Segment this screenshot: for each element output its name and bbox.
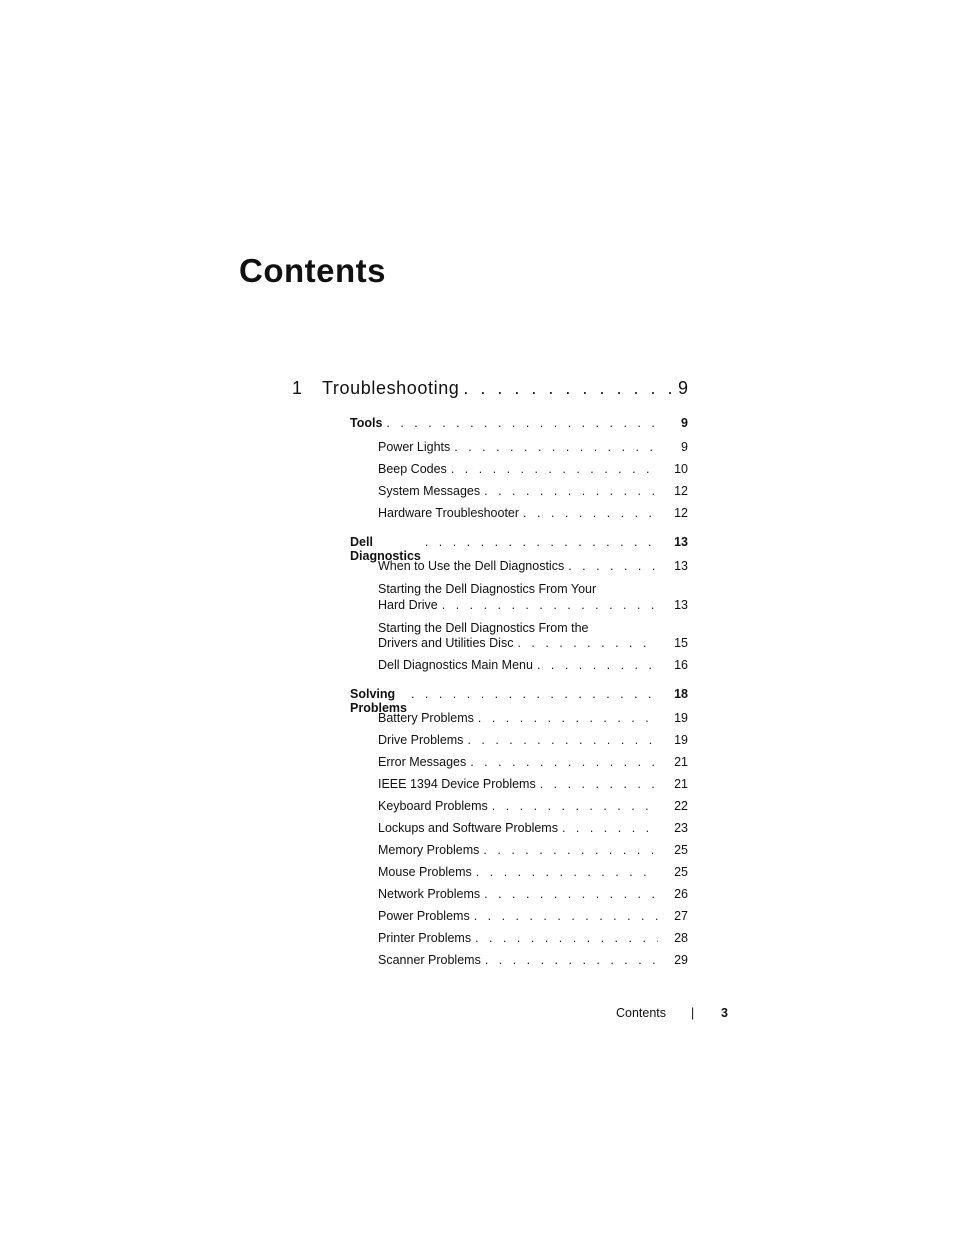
dot-leader [454,440,658,454]
entry-page-number: 12 [674,505,688,520]
entry-label: Hard Drive [378,597,438,612]
entry-label: Mouse Problems [378,864,472,879]
section-heading[interactable] [350,534,688,563]
dot-leader [492,799,658,813]
toc-entry[interactable] [378,559,688,576]
section-title: Solving Problems [350,687,407,716]
toc-entry[interactable] [378,658,688,675]
chapter-page-number: 9 [677,378,688,398]
entry-label: IEEE 1394 Device Problems [378,777,536,792]
entry-label: Keyboard Problems [378,799,488,814]
dot-leader [442,598,658,612]
toc-entry[interactable] [378,777,688,794]
dot-leader [476,865,658,879]
entry-page-number: 23 [674,821,688,836]
entry-list [378,440,688,523]
section-page-number: 9 [681,416,688,430]
entry-label: Hardware Troubleshooter [378,505,520,520]
dot-leader [540,777,658,791]
entry-label-line-1: Starting the Dell Diagnostics From the [378,620,589,635]
entry-label: Network Problems [378,886,481,901]
footer-separator: | [691,1006,695,1020]
section-list [350,416,688,970]
toc-entry[interactable] [378,711,688,728]
page-title: Contents [239,252,386,289]
entry-label: System Messages [378,483,481,498]
dot-leader [475,931,658,945]
entry-page-number: 9 [681,440,688,454]
toc-entry[interactable] [378,953,688,970]
dot-leader [463,378,672,399]
entry-page-number: 15 [674,636,688,651]
dot-leader [517,636,658,650]
chapter-title: Troubleshooting [322,378,460,398]
entry-page-number: 21 [674,755,688,770]
entry-label: Drive Problems [378,733,464,748]
entry-page-number: 13 [674,597,688,612]
entry-label: Beep Codes [378,461,447,476]
dot-leader [537,658,658,672]
toc-entry[interactable] [378,620,688,654]
dot-leader [467,733,658,747]
table-of-contents [292,378,688,982]
toc-entry[interactable] [378,462,688,479]
toc-entry[interactable] [378,484,688,501]
entry-page-number: 21 [674,777,688,792]
section-title: Dell Diagnostics [350,534,421,563]
entry-page-number: 22 [674,799,688,814]
entry-page-number: 26 [674,886,688,901]
entry-page-number: 19 [674,733,688,748]
toc-entry[interactable] [378,581,688,615]
entry-page-number: 25 [674,864,688,879]
dot-leader [523,506,658,520]
footer-label: Contents [616,1006,667,1020]
toc-entry[interactable] [378,909,688,926]
chapter-entry[interactable] [292,378,688,406]
entry-label: Drivers and Utilities Disc [378,636,514,651]
dot-leader [470,755,658,769]
toc-entry[interactable] [378,799,688,816]
entry-page-number: 12 [674,483,688,498]
dot-leader [411,687,660,701]
entry-label: Printer Problems [378,930,472,945]
entry-page-number: 27 [674,908,688,923]
toc-entry[interactable] [378,865,688,882]
entry-label: When to Use the Dell Diagnostics [378,558,565,573]
section-heading[interactable] [350,416,688,438]
entry-page-number: 19 [674,711,688,726]
entry-page-number: 10 [674,461,688,476]
toc-section [350,687,688,970]
toc-entry[interactable] [378,887,688,904]
toc-entry[interactable] [378,843,688,860]
dot-leader [484,887,658,901]
entry-page-number: 28 [674,930,688,945]
entry-label: Power Lights [378,440,451,454]
entry-page-number: 13 [674,558,688,573]
entry-page-number: 16 [674,658,688,673]
dot-leader [485,953,658,967]
entry-label-line-1: Starting the Dell Diagnostics From Your [378,581,597,596]
entry-label: Power Problems [378,908,470,923]
toc-entry[interactable] [378,733,688,750]
entry-label: Battery Problems [378,711,474,726]
toc-entry[interactable] [378,440,688,457]
dot-leader [478,711,658,725]
toc-entry[interactable] [378,506,688,523]
entry-label: Scanner Problems [378,952,481,967]
toc-entry[interactable] [378,931,688,948]
entry-page-number: 25 [674,843,688,857]
toc-entry[interactable] [378,821,688,838]
section-heading[interactable] [350,687,688,716]
dot-leader [451,462,658,476]
dot-leader [425,535,660,549]
page-footer [616,1006,728,1024]
entry-label: Lockups and Software Problems [378,821,558,836]
dot-leader [562,821,658,835]
dot-leader [386,416,660,430]
entry-list [378,711,688,970]
toc-section [350,535,688,675]
entry-label: Memory Problems [378,843,480,857]
toc-section [350,416,688,523]
section-page-number: 18 [674,687,688,702]
page-number: 3 [721,1006,728,1020]
dot-leader [483,843,658,857]
entry-label: Dell Diagnostics Main Menu [378,658,533,673]
entry-page-number: 29 [674,952,688,967]
section-title: Tools [350,416,383,430]
section-page-number: 13 [674,534,688,549]
entry-list [378,559,688,675]
chapter-number: 1 [292,378,303,398]
dot-leader [484,484,658,498]
toc-entry[interactable] [378,755,688,772]
entry-label: Error Messages [378,755,467,770]
dot-leader [474,909,658,923]
dot-leader [568,559,658,573]
